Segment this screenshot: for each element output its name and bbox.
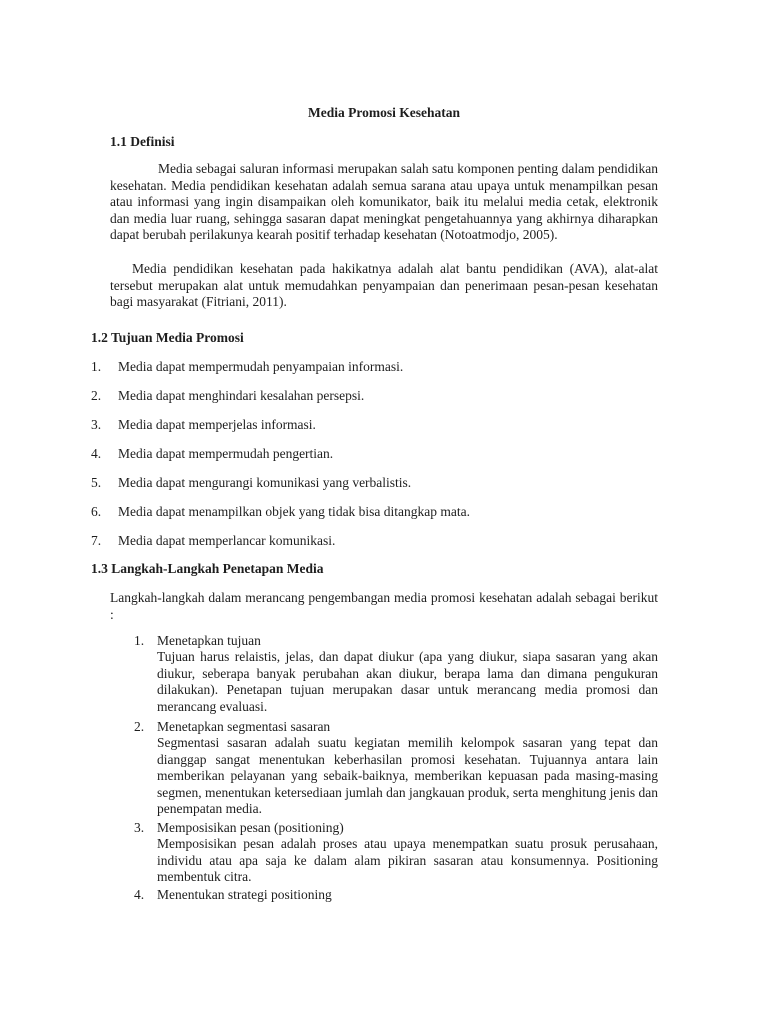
step-number: 1.	[134, 633, 145, 648]
list-item-number: 3.	[91, 417, 102, 432]
step-heading: Menetapkan tujuan	[157, 633, 261, 648]
paragraph-langkah-intro: Langkah-langkah dalam merancang pengembangan media promosi kesehatan adalah sebagai berikut :	[110, 590, 658, 622]
step-heading: Menetapkan segmentasi sasaran	[157, 719, 331, 734]
section-heading-tujuan: 1.2 Tujuan Media Promosi	[91, 330, 244, 345]
step-number: 2.	[134, 719, 145, 734]
step-body: Tujuan harus relaistis, jelas, dan dapat diukur (apa yang diukur, siapa sasaran yang akan diukur, seberapa banyak perubahan akan diukur, berapa lama dan dimana pengukuran dilakukan). Penetapan tujuan merupakan dasar untuk merancang media promosi dan merancang evaluasi.	[157, 649, 658, 714]
document-title: Media Promosi Kesehatan	[308, 105, 460, 120]
list-item	[91, 358, 403, 375]
step-item	[134, 820, 658, 886]
step-item	[134, 719, 658, 819]
step-body: Segmentasi sasaran adalah suatu kegiatan memilih kelompok sasaran yang tepat dan dianggap sangat menentukan keberhasilan promosi kesehatan. Tujuannya antara lain memberikan pelayanan yang sebaik-baiknya, memberikan kepuasan pada masing-masing segmen, menentukan ketersediaan jumlah dan jangkauan produk, serta menghitung jenis dan penempatan media.	[157, 735, 658, 817]
list-item-text: Media dapat menampilkan objek yang tidak bisa ditangkap mata.	[118, 504, 471, 519]
list-item-number: 6.	[91, 504, 102, 519]
list-item-text: Media dapat memperlancar komunikasi.	[118, 533, 336, 548]
step-body: Memposisikan pesan adalah proses atau upaya menempatkan suatu prosuk perusahaan, individu atau apa saja ke dalam alam pikiran sasaran atau konsumennya. Positioning membentuk citra.	[157, 836, 658, 885]
list-item-number: 7.	[91, 533, 102, 548]
list-item-text: Media dapat mempermudah pengertian.	[118, 446, 334, 461]
paragraph-definisi-1: Media sebagai saluran informasi merupakan salah satu komponen penting dalam pendidikan kesehatan. Media pendidikan kesehatan adalah semua sarana atau upaya untuk menampilkan pesan atau informasi yang ingin disampaikan oleh komunikator, baik itu melalui media cetak, elektronik dan media luar ruang, sehingga sasaran dapat meningkat pengetahuannya yang akhirnya diharapkan dapat berubah perilakunya kearah positif terhadap kesehatan (Notoatmodjo, 2005).	[110, 161, 658, 242]
step-number: 4.	[134, 887, 145, 902]
list-item	[91, 387, 364, 404]
step-heading: Memposisikan pesan (positioning)	[157, 820, 344, 835]
list-item-number: 1.	[91, 359, 102, 374]
step-item	[134, 633, 658, 718]
step-heading: Menentukan strategi positioning	[157, 887, 332, 902]
list-item	[91, 532, 335, 549]
step-number: 3.	[134, 820, 145, 835]
list-item-number: 2.	[91, 388, 102, 403]
list-item-number: 4.	[91, 446, 102, 461]
list-item-text: Media dapat mengurangi komunikasi yang verbalistis.	[118, 475, 412, 490]
list-item	[91, 445, 333, 462]
list-item-text: Media dapat menghindari kesalahan persepsi.	[118, 388, 365, 403]
list-item	[91, 416, 316, 433]
list-item	[91, 503, 470, 520]
list-item	[91, 474, 411, 491]
paragraph-definisi-2: Media pendidikan kesehatan pada hakikatnya adalah alat bantu pendidikan (AVA), alat-alat tersebut merupakan alat untuk memudahkan penyampaian dan penerimaan pesan-pesan kesehatan bagi masyarakat (Fitriani, 2011).	[110, 261, 658, 309]
list-item-number: 5.	[91, 475, 102, 490]
list-item-text: Media dapat memperjelas informasi.	[118, 417, 316, 432]
step-item	[134, 887, 658, 904]
section-heading-langkah: 1.3 Langkah-Langkah Penetapan Media	[91, 561, 324, 576]
section-heading-definisi: 1.1 Definisi	[110, 134, 175, 149]
list-item-text: Media dapat mempermudah penyampaian informasi.	[118, 359, 404, 374]
